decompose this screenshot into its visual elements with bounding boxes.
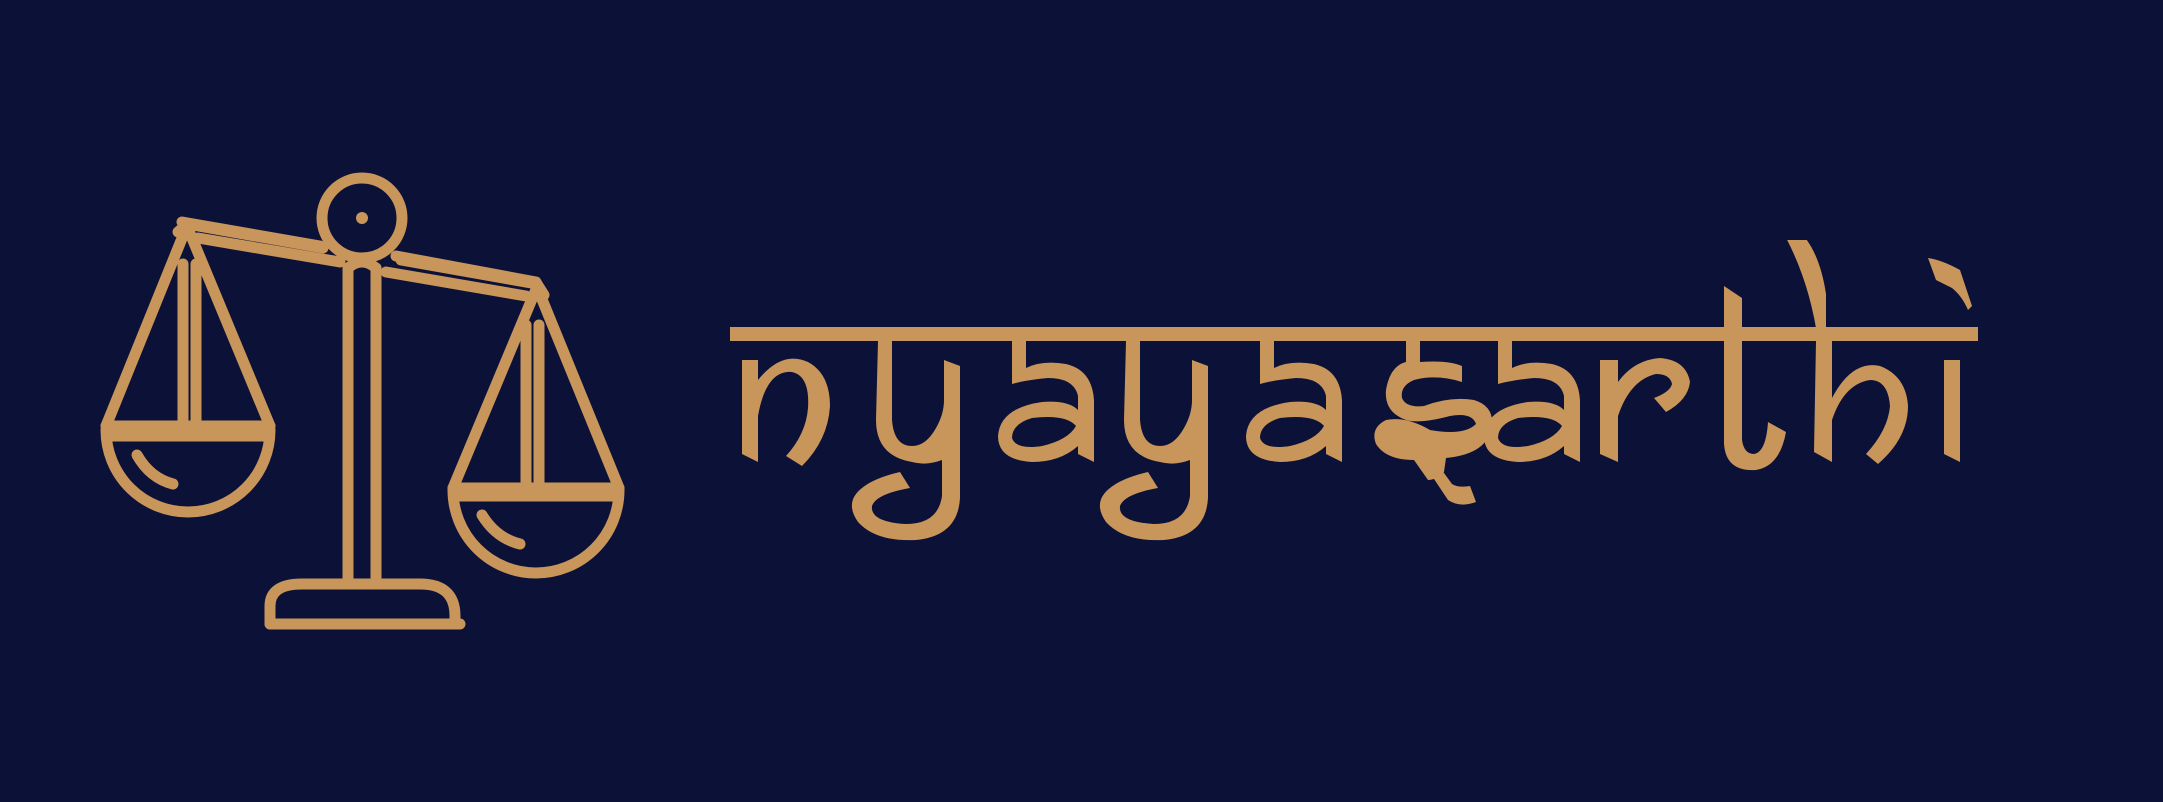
brand-wordmark <box>730 240 1980 560</box>
scales-of-justice-icon <box>0 0 700 802</box>
